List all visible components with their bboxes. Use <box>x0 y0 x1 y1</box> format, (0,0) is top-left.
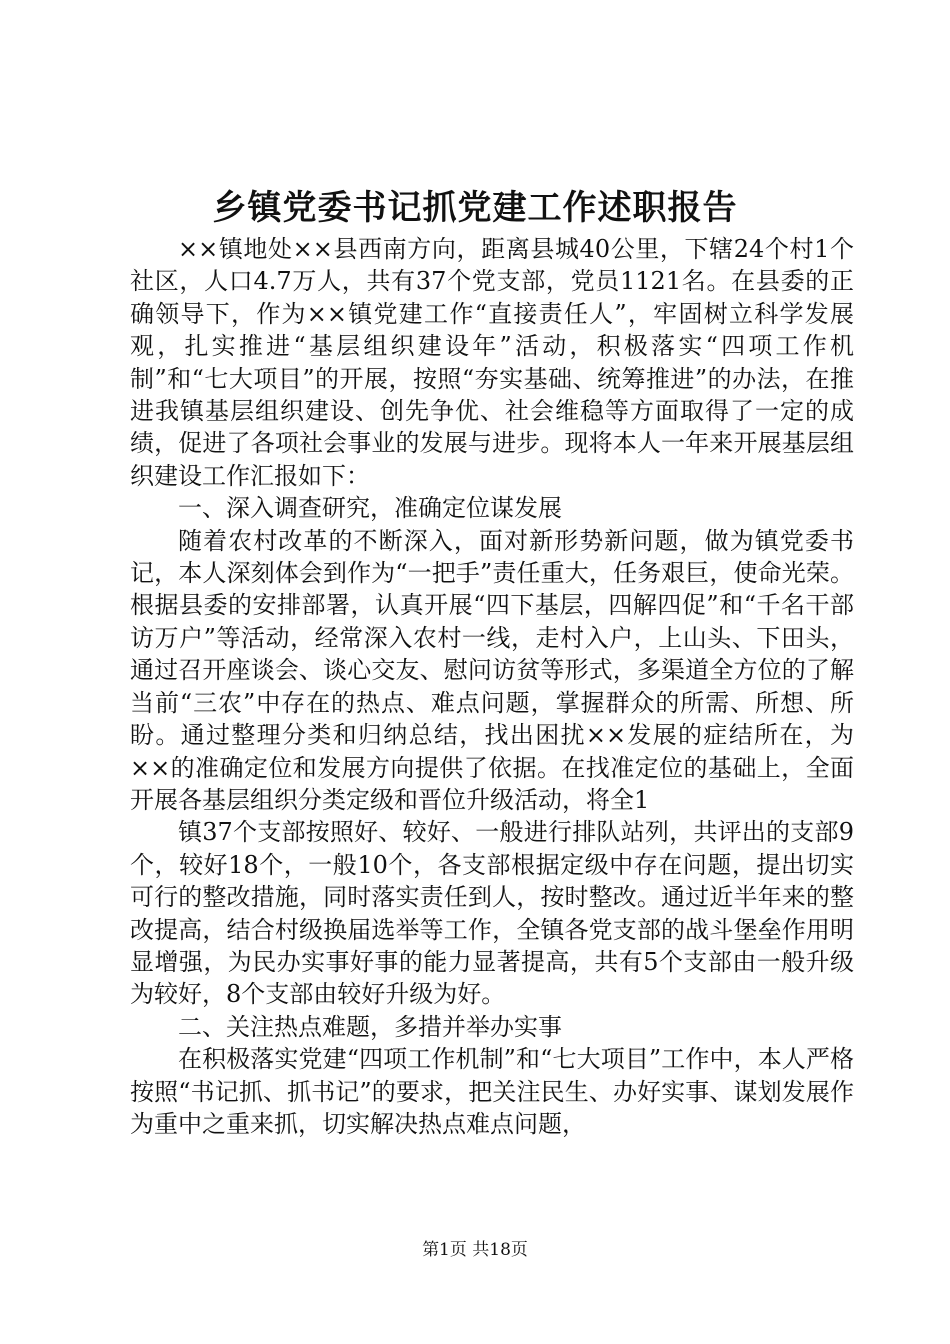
paragraph-intro: ××镇地处××县西南方向，距离县城40公里，下辖24个村1个社区，人口4.7万人，共有37个党支部，党员1121名。在县委的正确领导下，作为××镇党建工作“直接责任人”，牢固树立科学发展观，扎实推进“基层组织建设年”活动，积极落实“四项工作机制”和“七大项目”的开展，按照“夯实基础、统筹推进”的办法，在推进我镇基层组织建设、创先争优、社会维稳等方面取得了一定的成绩，促进了各项社会事业的发展与进步。现将本人一年来开展基层组织建设工作汇报如下： <box>130 235 854 490</box>
document-title: 乡镇党委书记抓党建工作述职报告 <box>212 188 738 228</box>
paragraph-section-1: 随着农村改革的不断深入，面对新形势新问题，做为镇党委书记，本人深刻体会到作为“一把手”责任重大，任务艰巨，使命光荣。根据县委的安排部署，认真开展“四下基层，四解四促”和“千名干部访万户”等活动，经常深入农村一线，走村入户，上山头、下田头，通过召开座谈会、谈心交友、慰问访贫等形式，多渠道全方位的了解当前“三农”中存在的热点、难点问题，掌握群众的所需、所想、所盼。通过整理分类和归纳总结，找出困扰××发展的症结所在，为××的准确定位和发展方向提供了依据。在找准定位的基础上，全面开展各基层组织分类定级和晋位升级活动，将全1 <box>130 526 854 814</box>
page-footer: 第1页 共18页 <box>422 1240 528 1260</box>
paragraph-section-1-continued: 镇37个支部按照好、较好、一般进行排队站列，共评出的支部9个，较好18个，一般10个，各支部根据定级中存在问题，提出切实可行的整改措施，同时落实责任到人，按时整改。通过近半年来的整改提高，结合村级换届选举等工作，全镇各党支部的战斗堡垒作用明显增强，为民办实事好事的能力显著提高，共有5个支部由一般升级为较好，8个支部由较好升级为好。 <box>130 818 854 1009</box>
section-heading-1: 一、深入调查研究，准确定位谋发展 <box>178 494 562 523</box>
section-heading-2: 二、关注热点难题，多措并举办实事 <box>178 1012 562 1041</box>
paragraph-section-2: 在积极落实党建“四项工作机制”和“七大项目”工作中，本人严格按照“书记抓、抓书记”的要求，把关注民生、办好实事、谋划发展作为重中之重来抓，切实解决热点难点问题， <box>130 1045 854 1138</box>
document-body <box>130 233 854 1140</box>
